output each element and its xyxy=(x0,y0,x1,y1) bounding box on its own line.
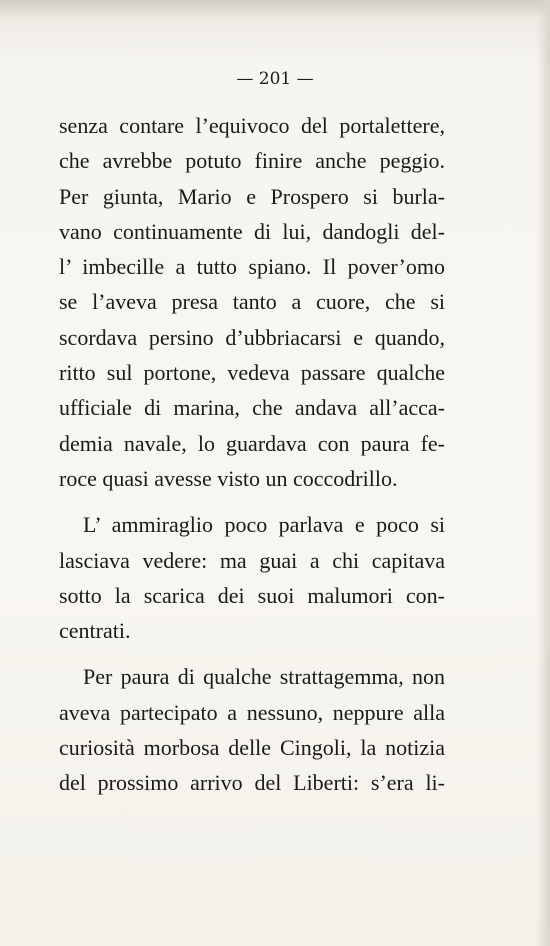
text-line: aveva partecipato a nessuno, neppure alla xyxy=(59,699,445,725)
page-edge-shadow-right xyxy=(536,0,550,946)
text-line: Per paura di qualche strattagemma, non xyxy=(83,664,445,690)
text-line: L’ ammiraglio poco parlava e poco si xyxy=(83,512,445,538)
text-line: del prossimo arrivo del Liberti: s’era li- xyxy=(59,770,445,796)
paragraph-gap xyxy=(59,648,445,659)
text-line: lasciava vedere: ma guai a chi capitava xyxy=(59,547,445,573)
text-line: roce quasi avesse visto un coccodrillo. xyxy=(59,465,398,491)
text-line: curiosità morbosa delle Cingoli, la notizia xyxy=(59,735,445,761)
paragraph xyxy=(59,108,445,496)
text-line: ritto sul portone, vedeva passare qualche xyxy=(59,360,445,386)
text-line: demia navale, lo guardava con paura fe- xyxy=(59,430,445,456)
text-line: l’ imbecille a tutto spiano. Il pover’omo xyxy=(59,254,445,280)
text-line: centrati. xyxy=(59,618,131,644)
text-line: scordava persino d’ubbriacarsi e quando, xyxy=(59,324,445,350)
text-line: ufficiale di marina, che andava all’acca- xyxy=(59,395,445,421)
text-line: se l’aveva presa tanto a cuore, che si xyxy=(59,289,445,315)
body-text xyxy=(59,108,445,801)
paragraph xyxy=(59,507,445,648)
text-line: Per giunta, Mario e Prospero si burla- xyxy=(59,183,445,209)
text-line: sotto la scarica dei suoi malumori con- xyxy=(59,582,445,608)
text-line: vano continuamente di lui, dandogli del- xyxy=(59,218,445,244)
page-number: — 201 — xyxy=(236,69,314,89)
text-line: senza contare l’equivoco del portalettere, xyxy=(59,113,445,138)
text-line: che avrebbe potuto finire anche peggio. xyxy=(59,148,445,174)
paragraph-gap xyxy=(59,496,445,507)
page-edge-shadow xyxy=(0,0,550,18)
paragraph xyxy=(59,659,445,800)
